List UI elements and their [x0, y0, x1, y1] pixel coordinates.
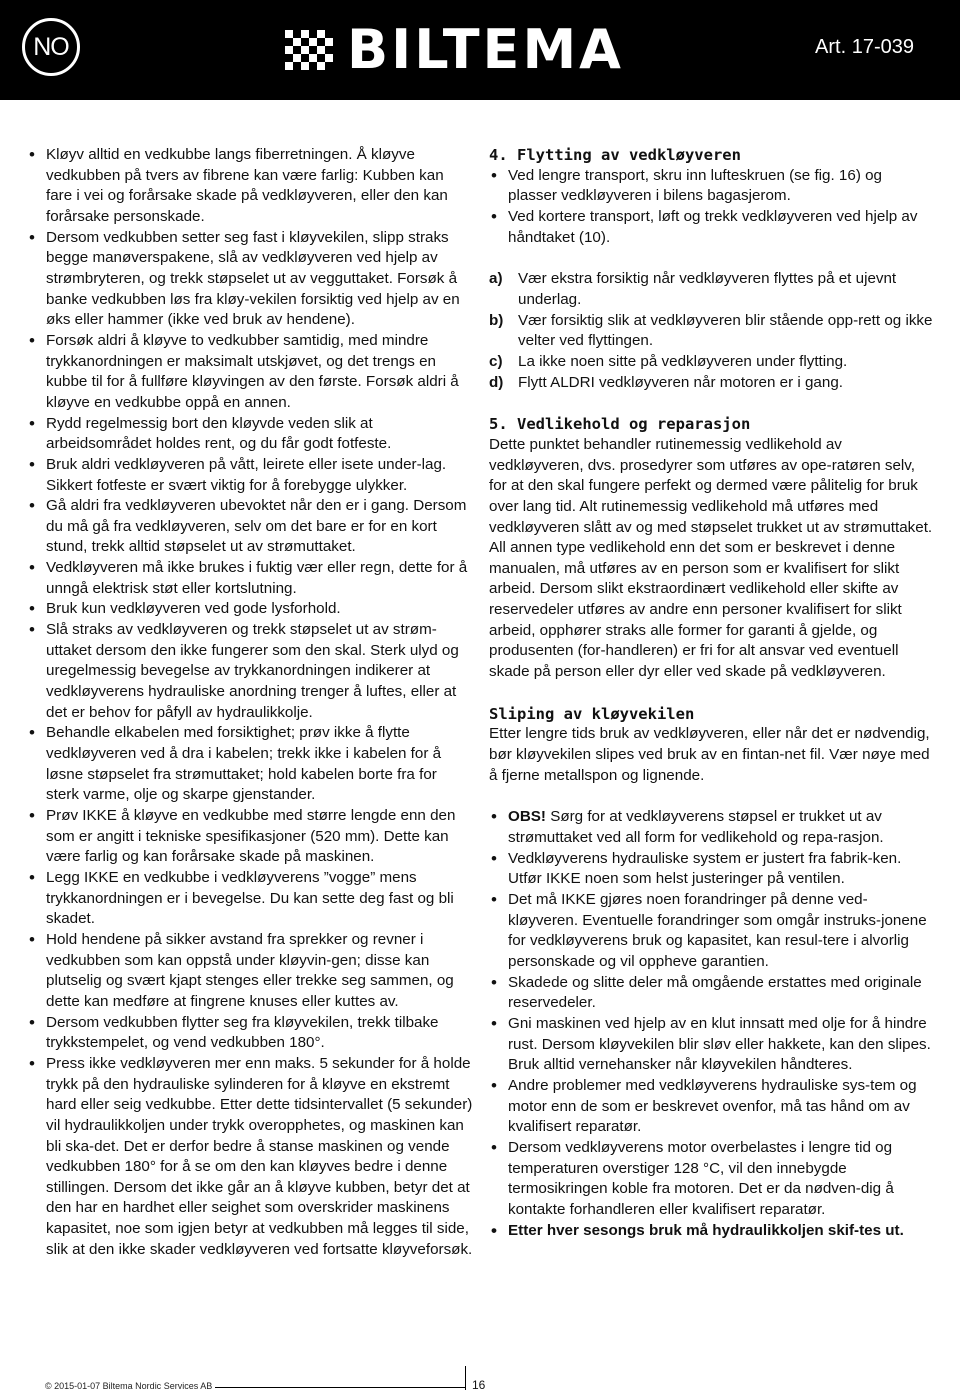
page-number-divider [465, 1366, 466, 1390]
list-item: • Bruk kun vedkløyveren ved gode lysforhold. [27, 599, 473, 620]
maintenance-paragraph: All annen type vedlikehold enn det som er beskrevet i denne manualen, må utføres av en person som er kvalifisert for slikt arbeid. Dersom slikt ekstraordinært vedlikehold eller skifte av reservedeler utføres av andre enn personer kvalifisert for slikt arbeid, opphører straks alle former for garanti å gjelde, og produsenten (for-handleren) er fri for alt ansvar ved eventuell skade på person eller dyr eller ved skade på vedkløyveren. [489, 539, 902, 681]
maintenance-list [489, 807, 934, 1241]
logo-wordmark: BILTEMA [347, 18, 624, 81]
list-item: • Forsøk aldri å kløyve to vedkubber samtidig, med mindre trykkanordningen er maksimalt utskjøvet, og det trengs en kubbe til for å fullføre kløyvingen av den første. Forsøk aldri å kløyve en vedkubbe oppå en annen. [27, 331, 473, 414]
list-item: • Vedkløyveren må ikke brukes i fuktig vær eller regn, dette for å unngå elektrisk støt eller kortslutning. [27, 558, 473, 599]
lettered-item: a) Vær ekstra forsiktig når vedkløyveren flyttes på et ujevnt underlag. [489, 270, 897, 308]
list-item: • OBS! Sørg for at vedkløyverens støpsel er trukket ut av strømuttaket ved all form for vedlikehold og repa-rasjon. [489, 807, 934, 848]
footer-rule [215, 1387, 465, 1388]
page-header [0, 0, 960, 100]
list-item: • Rydd regelmessig bort den kløyvde veden slik at arbeidsområdet holdes rent, og du får godt fotfeste. [27, 414, 473, 455]
obs-label: OBS! [508, 808, 546, 826]
list-item: • Dersom vedkubben flytter seg fra kløyvekilen, trekk tilbake trykkstempelet, og vend vedkubben 180°. [27, 1013, 473, 1054]
list-item: • Etter hver sesongs bruk må hydraulikkoljen skif-tes ut. [489, 1221, 934, 1242]
page-number: 16 [472, 1378, 486, 1392]
copyright-text: © 2015-01-07 Biltema Nordic Services AB [45, 1381, 213, 1391]
right-column [489, 145, 934, 1241]
list-item: • Dersom vedkløyverens motor overbelastes i lengre tid og temperaturen overstiger 128 °C, vil den innebygde termosikringen koble fra motoren. Det er da nødven-dig å kontakte forhandleren eller kvalifisert reparatør. [489, 1138, 934, 1221]
language-badge: NO [22, 18, 80, 76]
sharpening-paragraph: Etter lengre tids bruk av vedkløyveren, eller når det er nødvendig, bør kløyvekilen slipes ved bruk av en fintan-net fil. Vær nøye med å fjerne metallspon og lignende. [489, 725, 930, 784]
section-5-heading: 5. Vedlikehold og reparasjon [489, 415, 751, 434]
list-item: • Andre problemer med vedkløyverens hydrauliske sys-tem og motor enn de som er beskrevet ovenfor, må tas hånd om av kvalifisert reparatør. [489, 1076, 934, 1138]
sharpening-heading: Sliping av kløyvekilen [489, 704, 695, 723]
list-item: • Skadede og slitte deler må omgående erstattes med originale reservedeler. [489, 973, 934, 1014]
transport-lettered-list [489, 269, 934, 393]
list-item: • Ved lengre transport, skru inn lufteskruen (se fig. 16) og plasser vedkløyveren i bilens bagasjerom. [489, 166, 934, 207]
list-item: • Legg IKKE en vedkubbe i vedkløyverens ”vogge” mens trykkanordningen er i bevegelse. Du kan sette deg fast og bli skadet. [27, 868, 473, 930]
lettered-item: d) Flytt ALDRI vedkløyveren når motoren er i gang. [489, 373, 843, 391]
list-item: • Det må IKKE gjøres noen forandringer på denne ved-kløyveren. Eventuelle forandringer som omgår instruks-jonene for vedkløyverens bruk og kapasitet, kan resul-tere i alvorlig personskade og vil oppheve garantien. [489, 890, 934, 973]
article-number: Art. 17-039 [815, 36, 914, 58]
list-item: • Slå straks av vedkløyveren og trekk støpselet ut av strøm-uttaket dersom den ikke fungerer som den skal. Sterk ulyd og uregelmessig bevegelse av trykkanordningen indikerer at vedkløyverens hydrauliske anordning trenger å luftes, eller at det er behov for påfyll av hydraulikkolje. [27, 620, 473, 723]
lettered-item: c) La ikke noen sitte på vedkløyveren under flytting. [489, 352, 848, 370]
list-item: • Dersom vedkubben setter seg fast i kløyvekilen, slipp straks begge manøverspakene, slå av vedkløyveren ved hjelp av strømbryteren, og trekk støpselet ut av vegguttaket. Forsøk å banke vedkubben løs fra kløy-vekilen forsiktig ved hjelp av en øks eller hammer (ikke ved bruk av hendene). [27, 228, 473, 331]
list-item: • Behandle elkabelen med forsiktighet; prøv ikke å flytte vedkløyveren ved å dra i kabelen; trekk ikke i kabelen for å løsne støpselet fra strømuttaket; hold kabelen borte fra for sterk varme, olje og skarpe gjenstander. [27, 723, 473, 806]
list-item: • Hold hendene på sikker avstand fra sprekker og revner i vedkubben som kan oppstå under kløyvin-gen; disse kan plutselig og svært kjapt stenges eller trekke seg sammen, og dette kan medføre at fingrene knuses eller kuttes av. [27, 930, 473, 1013]
list-item: • Prøv IKKE å kløyve en vedkubbe med større lengde enn den som er angitt i tekniske spesifikasjoner (520 mm). Dette kan være farlig og kan forårsake skade på maskinen. [27, 806, 473, 868]
biltema-logo [285, 18, 624, 81]
maintenance-paragraph: Dette punktet behandler rutinemessig vedlikehold av vedkløyveren, dvs. prosedyrer som utføres av ope-ratøren selv, for at den skal fungere perfekt og dermed være pålitelig for bruk over lang tid. Alt rutinemessig vedlikehold må utføres med vedkløyveren slått av og med støpselet trukket ut av strømuttaket. [489, 435, 933, 536]
list-item: • Press ikke vedkløyveren mer enn maks. 5 sekunder for å holde trykk på den hydrauliske sylinderen for å kløyve en ekstremt hard eller seig vedkubbe. Etter dette tidsintervallet (5 sekunder) vil hydraulikkoljen under trykk overopphetes, og maskinen kan bli ska-det. Det er derfor bedre å stanse maskinen og vende vedkubben 180° for å se om den kan kløyves bedre i denne stillingen. Dersom det ikke går an å kløyve kubben, betyr det at den har en hardhet eller seighet som overskrider maskinens kapasitet, noe som igjen betyr at vedkubben må legges til side, slik at den ikke skader vedkløyveren ved fortsatte kløyveforsøk. [27, 1054, 473, 1261]
list-item: • Gni maskinen ved hjelp av en klut innsatt med olje for å hindre rust. Dersom kløyvekilen blir sløv eller hakkete, kan den slipes. Bruk alltid vernehansker når kløyvekilen håndteres. [489, 1014, 934, 1076]
lettered-item: b) Vær forsiktig slik at vedkløyveren blir stående opp-rett og ikke velter ved flyttingen. [489, 311, 933, 350]
transport-list [489, 166, 934, 249]
list-item: • Bruk aldri vedkløyveren på vått, leirete eller isete under-lag. Sikkert fotfeste er svært viktig for å forebygge ulykker. [27, 455, 473, 496]
left-column [27, 145, 473, 1260]
section-4-heading: 4. Flytting av vedkløyveren [489, 146, 741, 164]
list-item: • Gå aldri fra vedkløyveren ubevoktet når den er i gang. Dersom du må gå fra vedkløyveren, selv om det bare er for en kort stund, trekk alltid støpselet ut av strømuttaket. [27, 496, 473, 558]
list-item: • Kløyv alltid en vedkubbe langs fiberretningen. Å kløyve vedkubben på tvers av fibrene kan være farlig: Kubben kan fare i vei og forårsake skade på vedkløyveren, eller den kan forårsake personskade. [27, 145, 473, 228]
list-item: • Vedkløyverens hydrauliske system er justert fra fabrik-ken. Utfør IKKE noen som helst justeringer på ventilen. [489, 849, 934, 890]
list-item: • Ved kortere transport, løft og trekk vedkløyveren ved hjelp av håndtaket (10). [489, 207, 934, 248]
safety-list [27, 145, 473, 1260]
checkered-flag-icon [285, 30, 337, 70]
